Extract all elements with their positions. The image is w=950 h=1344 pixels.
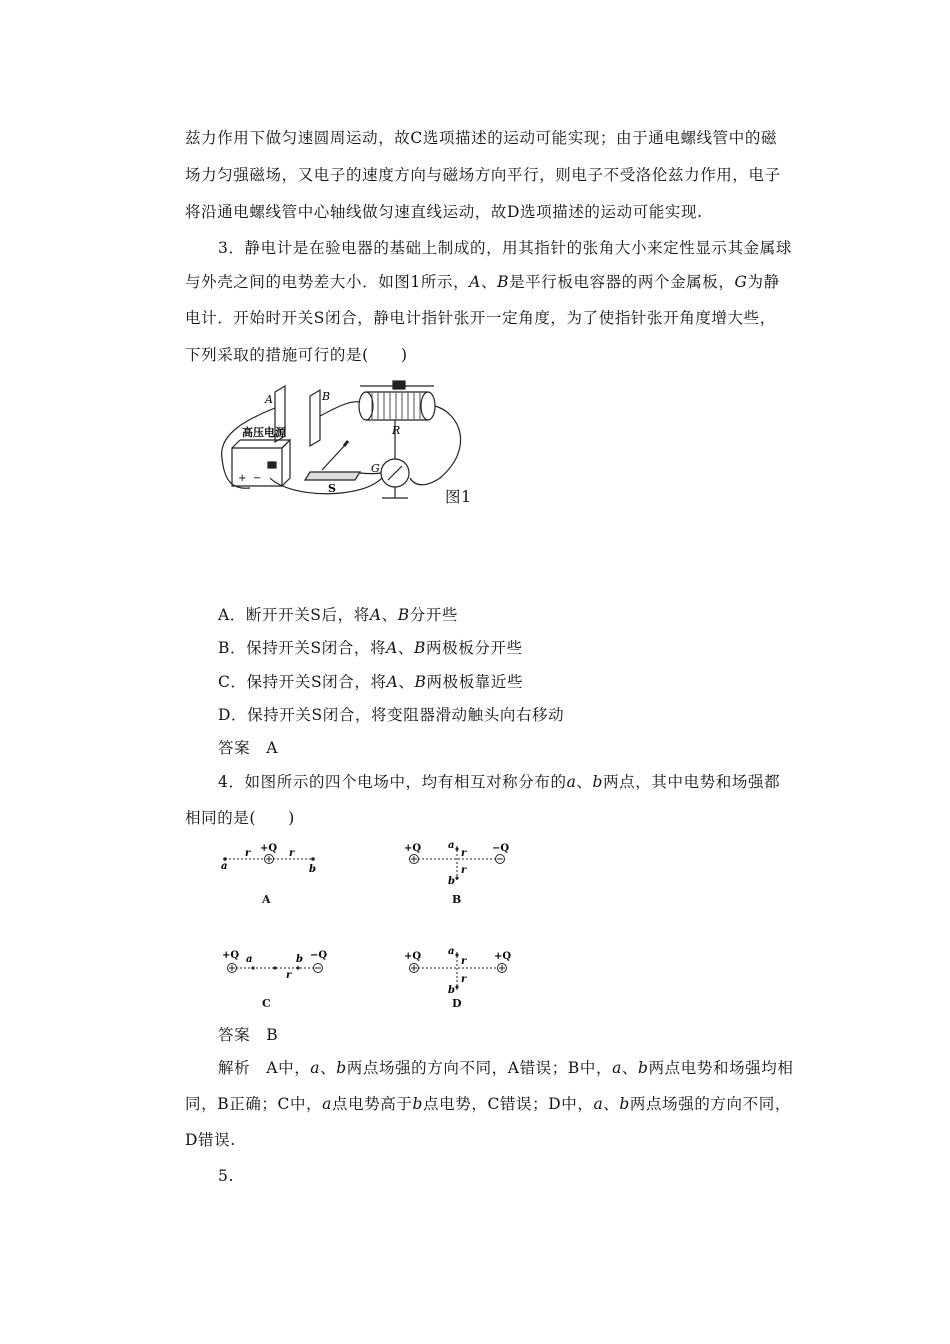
q5-label: 5. — [218, 1167, 234, 1185]
fig-label-g: G — [371, 462, 380, 475]
plate-b — [310, 390, 320, 446]
diagram-d-caption: D — [452, 997, 463, 1010]
svg-text:r: r — [461, 865, 467, 876]
field-diagram-d — [400, 942, 520, 997]
svg-text:b: b — [448, 985, 455, 996]
svg-text:−Q: −Q — [492, 843, 510, 854]
svg-text:r: r — [461, 848, 467, 859]
svg-text:−Q: −Q — [310, 950, 328, 961]
svg-text:+Q: +Q — [494, 951, 512, 962]
q3-line-3: 电计．开始时开关S闭合，静电计指针张开一定角度，为了使指针张开角度增大些， — [185, 309, 776, 327]
q4-explanation-line-2: 同，B正确；C中，a点电势高于b点电势，C错误；D中，a、b两点场强的方向不同， — [185, 1095, 791, 1113]
svg-text:r: r — [286, 970, 292, 981]
intro-line-1: 兹力作用下做匀速圆周运动，故C选项描述的运动可能实现；由于通电螺线管中的磁 — [185, 129, 778, 147]
point-b-label: b — [309, 864, 316, 875]
fig-label-b: B — [322, 390, 331, 403]
q3-option-b: B．保持开关S闭合，将A、B两极板分开些 — [218, 639, 523, 657]
svg-text:b: b — [296, 954, 303, 965]
q4-line-2: 相同的是( ) — [185, 809, 295, 827]
q4-explanation-line-1: 解析 A中，a、b两点场强的方向不同，A错误；B中，a、b两点电势和场强均相 — [218, 1059, 794, 1077]
diagram-b-caption: B — [452, 893, 462, 906]
fig-label-plus: + — [238, 473, 247, 484]
q3-line-2: 与外壳之间的电势差大小．如图1所示，A、B是平行板电容器的两个金属板，G为静 — [185, 273, 780, 291]
svg-text:r: r — [289, 848, 295, 859]
svg-text:a: a — [246, 954, 253, 965]
svg-text:r: r — [245, 848, 251, 859]
svg-text:b: b — [448, 876, 455, 887]
fig-label-a: A — [265, 393, 273, 406]
q3-answer: 答案 A — [218, 739, 279, 757]
q3-option-c: C．保持开关S闭合，将A、B两极板靠近些 — [218, 673, 524, 691]
fig-label-s: S — [328, 482, 336, 495]
field-diagram-c — [220, 940, 335, 985]
q3-line-4: 下列采取的措施可行的是( ) — [185, 346, 408, 364]
q4-answer: 答案 B — [218, 1026, 279, 1044]
diagram-a-caption: A — [262, 893, 272, 906]
svg-text:+Q: +Q — [222, 950, 240, 961]
fig-label-power-source: 高压电源 — [242, 426, 286, 439]
q3-option-a: A．断开开关S后，将A、B分开些 — [218, 606, 459, 624]
svg-text:r: r — [461, 974, 467, 985]
q4-line-1: 4．如图所示的四个电场中，均有相互对称分布的a、b两点，其中电势和场强都 — [218, 773, 781, 791]
intro-line-3: 将沿通电螺线管中心轴线做匀速直线运动，故D选项描述的运动可能实现. — [185, 203, 703, 221]
svg-text:a: a — [448, 946, 455, 957]
svg-text:+Q: +Q — [404, 843, 422, 854]
fig-label-r: R — [392, 424, 401, 437]
figure-1-caption: 图1 — [445, 488, 472, 506]
intro-line-2: 场力匀强磁场，又电子的速度方向与磁场方向平行，则电子不受洛伦兹力作用，电子 — [185, 166, 781, 184]
diagram-c-caption: C — [262, 997, 272, 1010]
fig-label-minus: − — [253, 473, 262, 484]
svg-text:a: a — [448, 840, 455, 851]
svg-text:+Q: +Q — [404, 951, 422, 962]
point-a-label: a — [221, 861, 228, 872]
charge-label: +Q — [260, 843, 278, 854]
q3-line-1: 3．静电计是在验电器的基础上制成的，用其指针的张角大小来定性显示其金属球 — [218, 239, 792, 257]
q4-explanation-line-3: D错误. — [185, 1131, 236, 1149]
svg-text:r: r — [461, 956, 467, 967]
q3-option-d: D．保持开关S闭合，将变阻器滑动触头向右移动 — [218, 706, 565, 724]
field-diagram-b — [400, 836, 520, 896]
